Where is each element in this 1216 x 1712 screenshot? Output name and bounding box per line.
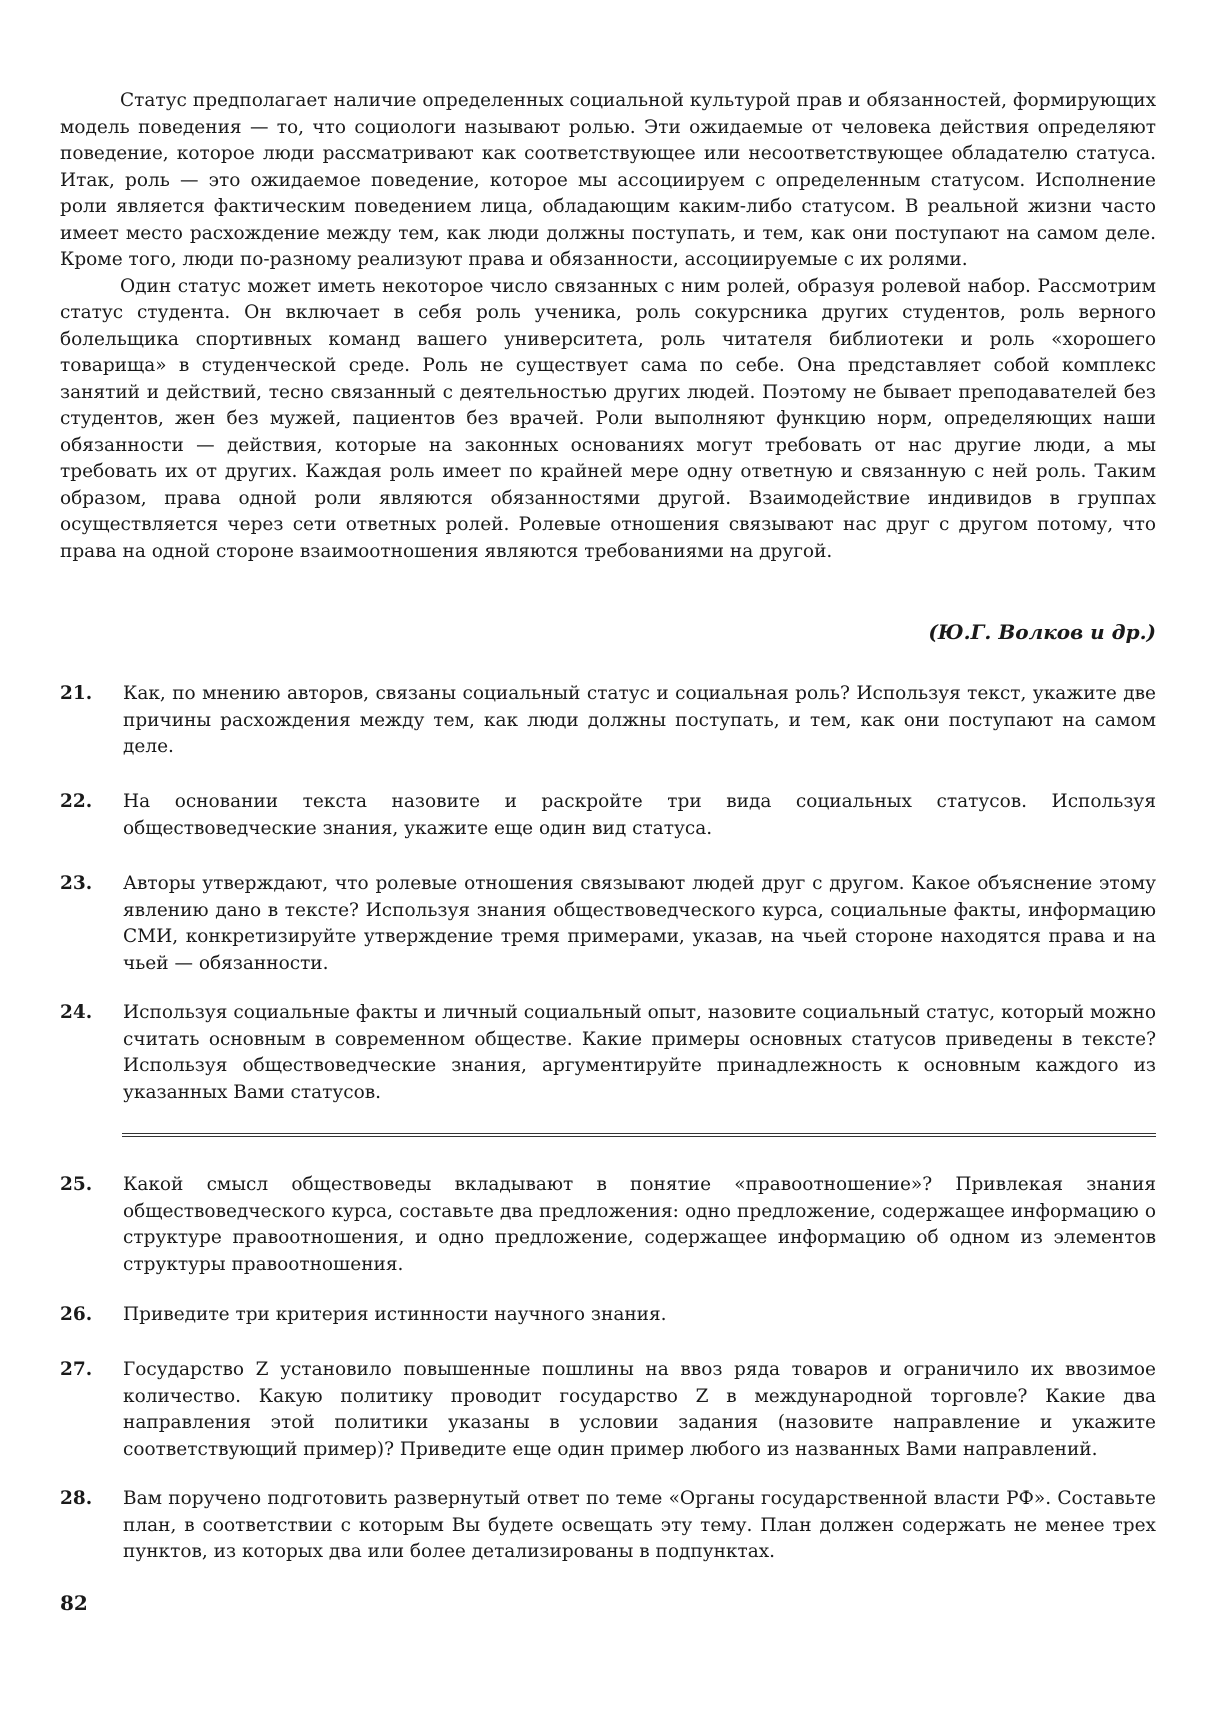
question-number: 22. bbox=[60, 791, 93, 812]
passage-paragraph-1: Статус предполагает наличие определенных социальной культурой прав и обязанностей, формирующих модель поведения — то, что социологи называют ролью. Эти ожидаемые от человека действия определяют поведение, которое люди рассматривают как соответствующее или несоответствующее обладателю статуса. Итак, роль — это ожидаемое поведение, которое мы ассоциируем с определенным статусом. Исполнение роли является фактическим поведением лица, обладающим каким-либо статусом. В реальной жизни часто имеет место расхождение между тем, как люди должны поступать, и тем, как они поступают на самом деле. Кроме того, люди по-разному реализуют права и обязанности, ассоциируемые с их ролями. bbox=[60, 90, 1156, 270]
question-number: 27. bbox=[60, 1359, 93, 1380]
source-passage bbox=[60, 88, 1156, 565]
question-24 bbox=[60, 1000, 1156, 1106]
question-text: Используя социальные факты и личный социальный опыт, назовите социальный статус, который можно считать основным в современном обществе. Какие примеры основных статусов приведены в тексте? Используя обществоведческие знания, аргументируйте принадлежность к основным каждого из указанных Вами статусов. bbox=[123, 1002, 1156, 1103]
question-text: Приведите три критерия истинности научного знания. bbox=[123, 1304, 667, 1325]
question-text: Государство Z установило повышенные пошлины на ввоз ряда товаров и ограничило их ввозимое количество. Какую политику проводит государство Z в международной торговле? Какие два направления этой политики указаны в условии задания (назовите направление и укажите соответствующий пример)? Приведите еще один пример любого из названных Вами направлений. bbox=[123, 1359, 1156, 1460]
question-number: 21. bbox=[60, 683, 93, 704]
question-number: 23. bbox=[60, 873, 93, 894]
question-text: Вам поручено подготовить развернутый ответ по теме «Органы государственной власти РФ». Составьте план, в соответствии с которым Вы будете освещать эту тему. План должен содержать не менее трех пунктов, из которых два или более детализированы в подпунктах. bbox=[123, 1488, 1156, 1562]
question-number: 25. bbox=[60, 1174, 93, 1195]
question-25 bbox=[60, 1172, 1156, 1278]
question-21 bbox=[60, 681, 1156, 761]
question-27 bbox=[60, 1357, 1156, 1463]
question-23 bbox=[60, 871, 1156, 977]
question-28 bbox=[60, 1486, 1156, 1566]
page-number: 82 bbox=[60, 1591, 88, 1615]
question-number: 28. bbox=[60, 1488, 93, 1509]
question-number: 24. bbox=[60, 1002, 93, 1023]
question-text: Как, по мнению авторов, связаны социальный статус и социальная роль? Используя текст, укажите две причины расхождения между тем, как люди должны поступать, и тем, как они поступают на самом деле. bbox=[123, 683, 1156, 757]
question-26 bbox=[60, 1302, 1156, 1329]
question-text: Какой смысл обществоведы вкладывают в понятие «правоотношение»? Привлекая знания обществоведческого курса, составьте два предложения: одно предложение, содержащее информацию о структуре правоотношения, и одно предложение, содержащее информацию об одном из элементов структуры правоотношения. bbox=[123, 1174, 1156, 1275]
section-divider bbox=[122, 1133, 1156, 1137]
passage-paragraph-2: Один статус может иметь некоторое число связанных с ним ролей, образуя ролевой набор. Рассмотрим статус студента. Он включает в себя роль ученика, роль сокурсника других студентов, роль верного болельщика спортивных команд вашего университета, роль читателя библиотеки и роль «хорошего товарища» в студенческой среде. Роль не существует сама по себе. Она представляет собой комплекс занятий и действий, тесно связанный с деятельностью других людей. Поэтому не бывает преподавателей без студентов, жен без мужей, пациентов без врачей. Роли выполняют функцию норм, определяющих наши обязанности — действия, которые на законных основаниях могут требовать от нас другие люди, а мы требовать их от других. Каждая роль имеет по крайней мере одну ответную и связанную с ней роль. Таким образом, права одной роли являются обязанностями другой. Взаимодействие индивидов в группах осуществляется через сети ответных ролей. Ролевые отношения связывают нас друг с другом потому, что права на одной стороне взаимоотношения являются требованиями на другой. bbox=[60, 275, 1156, 562]
passage-attribution: (Ю.Г. Волков и др.) bbox=[928, 620, 1156, 644]
question-text: На основании текста назовите и раскройте три вида социальных статусов. Используя обществоведческие знания, укажите еще один вид статуса. bbox=[123, 791, 1156, 839]
question-number: 26. bbox=[60, 1304, 93, 1325]
question-22 bbox=[60, 789, 1156, 842]
question-text: Авторы утверждают, что ролевые отношения связывают людей друг с другом. Какое объяснение этому явлению дано в тексте? Используя знания обществоведческого курса, социальные факты, информацию СМИ, конкретизируйте утверждение тремя примерами, указав, на чьей стороне находятся права и на чьей — обязанности. bbox=[123, 873, 1156, 974]
